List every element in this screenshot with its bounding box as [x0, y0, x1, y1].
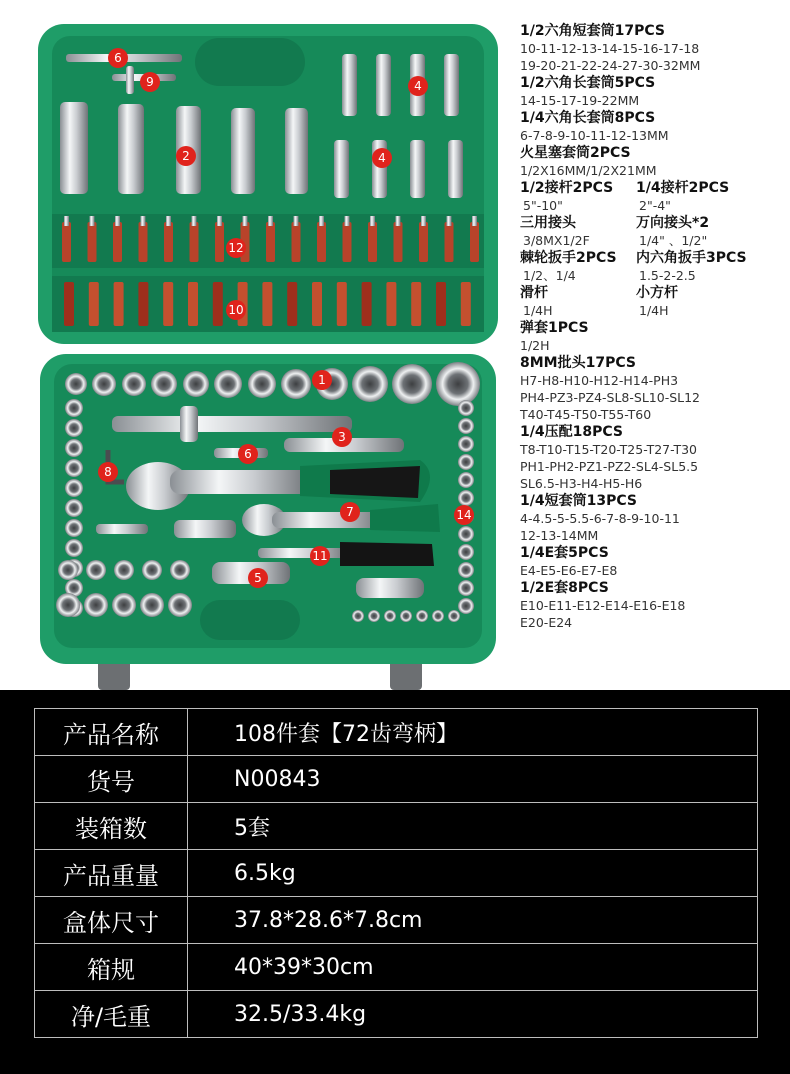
spec-title: 三用接头: [520, 215, 576, 231]
svg-text:10: 10: [228, 303, 244, 317]
info-row: [35, 709, 758, 756]
spec-pair-titles: [520, 284, 785, 302]
spec-line: 2"-4": [639, 198, 671, 213]
spec-pair-values: [520, 197, 785, 214]
socket: [65, 479, 83, 497]
socket: [58, 560, 78, 580]
spec-line: 5"-10": [523, 198, 563, 213]
socket: [84, 593, 108, 617]
socket: [458, 436, 474, 452]
socket: [248, 370, 276, 398]
spec-line: 4-4.5-5-5.5-6-7-8-9-10-11: [520, 511, 680, 526]
bit: [343, 222, 352, 262]
socket: [352, 610, 364, 622]
spec-line: 1/2H: [520, 338, 550, 353]
callout-badge: [310, 546, 330, 566]
svg-text:2: 2: [182, 149, 190, 163]
spec-title: 1/4六角长套筒8PCS: [520, 110, 656, 126]
info-value: 37.8*28.6*7.8cm: [188, 897, 758, 944]
info-row: [35, 944, 758, 991]
spec-title: 1/2接杆2PCS: [520, 180, 614, 196]
spec-line: 1/4" 、1/2": [639, 233, 708, 248]
svg-text:4: 4: [414, 79, 422, 93]
callout-badge: [248, 568, 268, 588]
info-value: 6.5kg: [188, 850, 758, 897]
bit: [163, 282, 173, 326]
socket: [368, 610, 380, 622]
callout-badge: [140, 72, 160, 92]
spec-title: 1/4短套筒13PCS: [520, 493, 637, 509]
spec-line: 14-15-17-19-22MM: [520, 93, 640, 108]
spec-line: PH1-PH2-PZ1-PZ2-SL4-SL5.5: [520, 459, 699, 474]
socket: [458, 472, 474, 488]
bit: [88, 222, 97, 262]
info-value: 5套: [188, 803, 758, 850]
socket: [458, 400, 474, 416]
info-value: 32.5/33.4kg: [188, 991, 758, 1038]
callout-badge: [108, 48, 128, 68]
callout-badge: [332, 427, 352, 447]
spec-line: 1/4H: [639, 303, 669, 318]
spec-line: T8-T10-T15-T20-T25-T27-T30: [520, 442, 698, 457]
spec-list: [520, 22, 785, 631]
bit: [386, 282, 396, 326]
bit: [114, 282, 124, 326]
bit: [139, 222, 148, 262]
spec-line: 3/8MX1/2F: [523, 233, 590, 248]
spec-line: 19-20-21-22-24-27-30-32MM: [520, 58, 701, 73]
bit: [215, 222, 224, 262]
socket: [384, 610, 396, 622]
socket: [352, 366, 388, 402]
socket: [122, 372, 146, 396]
info-row: [35, 756, 758, 803]
spec-line: 1/2、1/4: [523, 268, 576, 283]
info-label: 货号: [35, 756, 188, 803]
callout-badge: [312, 370, 332, 390]
bit: [312, 282, 322, 326]
spec-title: 小方杆: [636, 285, 678, 301]
info-row: [35, 897, 758, 944]
svg-text:12: 12: [228, 241, 244, 255]
bit: [213, 282, 223, 326]
socket: [458, 598, 474, 614]
info-panel: [0, 690, 790, 1074]
svg-text:3: 3: [338, 430, 346, 444]
bit: [113, 222, 122, 262]
bit: [188, 282, 198, 326]
svg-text:11: 11: [312, 549, 328, 563]
bit: [89, 282, 99, 326]
spec-title: 弹套1PCS: [520, 320, 589, 336]
socket: [65, 373, 87, 395]
spec-title: 1/2六角短套筒17PCS: [520, 23, 665, 39]
socket: [281, 369, 311, 399]
socket: [400, 610, 412, 622]
info-table: [34, 708, 758, 1038]
callout-badge: [340, 502, 360, 522]
spec-line: H7-H8-H10-H12-H14-PH3: [520, 373, 679, 388]
spec-line: 6-7-8-9-10-11-12-13MM: [520, 128, 669, 143]
info-label: 装箱数: [35, 803, 188, 850]
spec-pair-values: [520, 267, 785, 284]
socket: [65, 399, 83, 417]
spec-line: SL6.5-H3-H4-H5-H6: [520, 476, 643, 491]
bit: [470, 222, 479, 262]
spec-title: 1/2六角长套筒5PCS: [520, 75, 656, 91]
bit: [287, 282, 297, 326]
socket: [65, 499, 83, 517]
callout-badge: [372, 148, 392, 168]
toolbox-illustration: [0, 0, 510, 690]
bit: [445, 222, 454, 262]
spec-line: 1/4H: [523, 303, 553, 318]
spec-title: 滑杆: [520, 285, 548, 301]
svg-text:4: 4: [378, 151, 386, 165]
socket: [416, 610, 428, 622]
socket: [448, 610, 460, 622]
spec-line: 12-13-14MM: [520, 528, 599, 543]
spec-pair-values: [520, 232, 785, 249]
callout-badge: [98, 462, 118, 482]
bit: [64, 282, 74, 326]
socket: [458, 418, 474, 434]
bit: [317, 222, 326, 262]
callout-badge: [454, 505, 474, 525]
spec-title: 1/4E套5PCS: [520, 545, 609, 561]
socket: [86, 560, 106, 580]
svg-text:6: 6: [244, 447, 252, 461]
socket: [112, 593, 136, 617]
bit: [362, 282, 372, 326]
bit: [337, 282, 347, 326]
bit: [419, 222, 428, 262]
socket: [170, 560, 190, 580]
info-label: 盒体尺寸: [35, 897, 188, 944]
info-label: 产品重量: [35, 850, 188, 897]
spec-pair-values: [520, 302, 785, 319]
bit: [138, 282, 148, 326]
socket: [65, 459, 83, 477]
bit: [262, 282, 272, 326]
bit: [436, 282, 446, 326]
socket: [92, 372, 116, 396]
svg-text:6: 6: [114, 51, 122, 65]
spec-line: 1.5-2-2.5: [639, 268, 696, 283]
info-value: N00843: [188, 756, 758, 803]
callout-badge: [226, 300, 246, 320]
info-value: 40*39*30cm: [188, 944, 758, 991]
callout-badge: [226, 238, 246, 258]
spec-title: 内六角扳手3PCS: [636, 250, 747, 266]
spec-title: 棘轮扳手2PCS: [520, 250, 617, 266]
spec-line: 10-11-12-13-14-15-16-17-18: [520, 41, 700, 56]
socket: [142, 560, 162, 580]
spec-line: 1/2X16MM/1/2X21MM: [520, 163, 657, 178]
svg-text:7: 7: [346, 505, 354, 519]
bit: [266, 222, 275, 262]
spec-title: 1/2E套8PCS: [520, 580, 609, 596]
bit: [461, 282, 471, 326]
socket: [140, 593, 164, 617]
callout-badge: [238, 444, 258, 464]
spec-title: 8MM批头17PCS: [520, 355, 636, 371]
socket: [183, 371, 209, 397]
socket: [458, 490, 474, 506]
info-row: [35, 991, 758, 1038]
bit: [394, 222, 403, 262]
info-value: 108件套【72齿弯柄】: [188, 709, 758, 756]
spec-title: 火星塞套筒2PCS: [520, 145, 631, 161]
spec-title: 万向接头*2: [636, 215, 710, 231]
socket: [151, 371, 177, 397]
socket: [458, 526, 474, 542]
bit: [164, 222, 173, 262]
socket: [65, 439, 83, 457]
info-label: 产品名称: [35, 709, 188, 756]
spec-line: E4-E5-E6-E7-E8: [520, 563, 618, 578]
spec-pair-titles: [520, 214, 785, 232]
spec-line: PH4-PZ3-PZ4-SL8-SL10-SL12: [520, 390, 701, 405]
svg-text:9: 9: [146, 75, 154, 89]
callout-badge: [176, 146, 196, 166]
bit: [62, 222, 71, 262]
spec-line: E20-E24: [520, 615, 573, 630]
socket: [458, 454, 474, 470]
bit: [190, 222, 199, 262]
spec-line: T40-T45-T50-T55-T60: [520, 407, 652, 422]
bit: [368, 222, 377, 262]
svg-text:8: 8: [104, 465, 112, 479]
spec-line: E10-E11-E12-E14-E16-E18: [520, 598, 686, 613]
socket: [114, 560, 134, 580]
bit: [411, 282, 421, 326]
socket: [436, 362, 480, 406]
socket: [432, 610, 444, 622]
socket: [458, 544, 474, 560]
svg-text:5: 5: [254, 571, 262, 585]
info-label: 净/毛重: [35, 991, 188, 1038]
spec-title: 1/4接杆2PCS: [636, 180, 730, 196]
info-label: 箱规: [35, 944, 188, 991]
socket: [458, 580, 474, 596]
svg-text:1: 1: [318, 373, 326, 387]
socket: [168, 593, 192, 617]
spec-pair-titles: [520, 179, 785, 197]
socket: [392, 364, 432, 404]
svg-text:14: 14: [456, 508, 472, 522]
socket: [65, 419, 83, 437]
spec-pair-titles: [520, 249, 785, 267]
info-row: [35, 850, 758, 897]
socket: [65, 539, 83, 557]
socket: [214, 370, 242, 398]
socket: [56, 593, 80, 617]
spec-title: 1/4压配18PCS: [520, 424, 623, 440]
callout-badge: [408, 76, 428, 96]
socket: [65, 519, 83, 537]
socket: [458, 562, 474, 578]
bit: [292, 222, 301, 262]
info-row: [35, 803, 758, 850]
